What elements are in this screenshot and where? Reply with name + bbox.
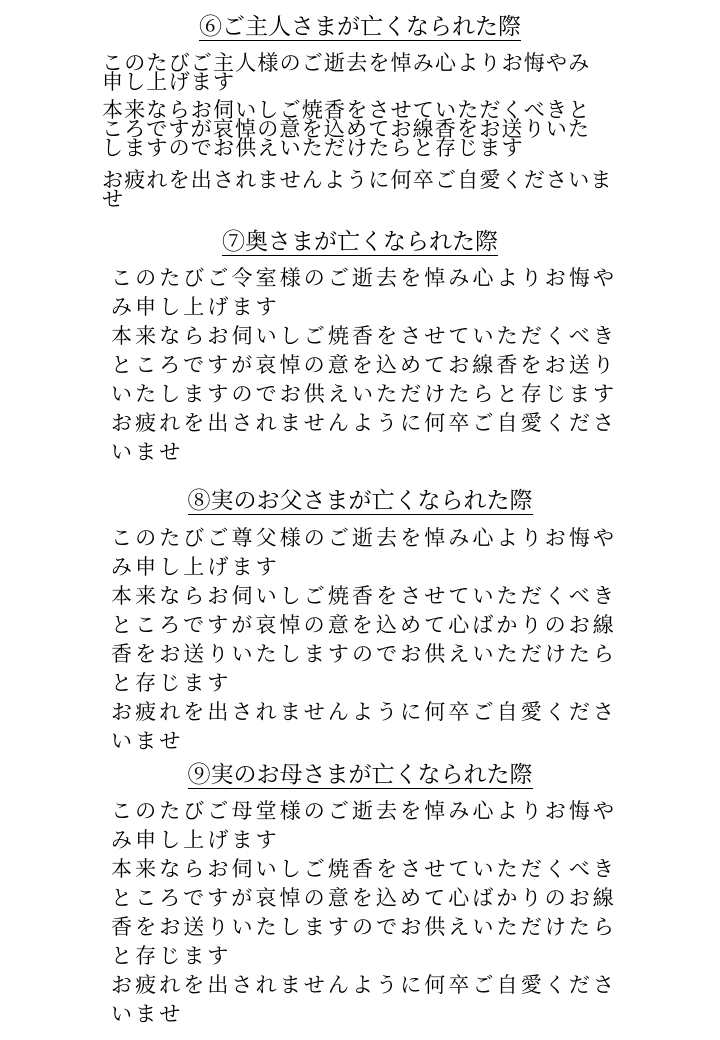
text-line: ところですが哀悼の意を込めて心ばかりのお線 [111,886,617,910]
heading-text: ⑧実のお父さまが亡くなられた際 [187,488,533,514]
text-line: と存じます [111,944,232,968]
text-line: いませ [111,729,184,753]
text-line: 本来ならお伺いしご焼香をさせていただくべき [111,324,618,348]
heading-text: ⑥ご主人さまが亡くなられた際 [199,14,521,40]
condolence-paragraph [111,855,617,971]
condolence-paragraph [111,582,617,698]
section-heading [0,486,720,516]
text-line: しますのでお供えいただけたらと存じます [102,136,524,160]
condolence-paragraph [111,409,617,467]
text-line: ころですが哀悼の意を込めてお線香をお送りいた [102,117,591,141]
text-line: いませ [111,1002,184,1026]
text-line: み申し上げます [111,555,280,579]
condolence-paragraph [111,698,617,756]
text-line: お疲れを出されませんように何卒ご自愛くださいま [102,168,613,192]
text-line: いませ [111,440,184,464]
text-line: このたびご主人様のご逝去を悼み心よりお悔やみ [102,51,591,75]
text-line: お疲れを出されませんように何卒ご自愛くださ [111,973,618,997]
text-line: このたびご尊父様のご逝去を悼み心よりお悔や [111,526,618,550]
text-line: み申し上げます [111,828,280,852]
text-line: 本来ならお伺いしご焼香をさせていただくべき [111,857,618,881]
text-line: このたびご令室様のご逝去を悼み心よりお悔や [111,266,618,290]
text-line: 本来ならお伺いしご焼香をさせていただくべきと [102,98,591,122]
text-line: 香をお送りいたしますのでお供えいただけたら [111,642,618,666]
text-line: 本来ならお伺いしご焼香をさせていただくべき [111,584,618,608]
text-line: ところですが哀悼の意を込めてお線香をお送り [111,353,617,377]
text-line: と存じます [111,671,232,695]
section-heading [0,227,720,257]
condolence-paragraph [111,524,617,582]
condolence-paragraph [111,264,617,322]
text-line: み申し上げます [111,295,280,319]
text-line: このたびご母堂様のご逝去を悼み心よりお悔や [111,799,618,823]
text-line: お疲れを出されませんように何卒ご自愛くださ [111,700,618,724]
condolence-paragraph [102,51,591,94]
heading-text: ⑨実のお母さまが亡くなられた際 [187,762,533,788]
section-heading [0,12,720,42]
text-line: 香をお送りいたしますのでお供えいただけたら [111,915,618,939]
condolence-paragraph [111,971,617,1029]
text-line: ところですが哀悼の意を込めて心ばかりのお線 [111,613,617,637]
condolence-paragraph [111,322,617,409]
text-line: いたしますのでお供えいただけたらと存じます [111,382,618,406]
heading-text: ⑦奥さまが亡くなられた際 [222,229,498,255]
condolence-paragraph [102,98,591,160]
condolence-paragraph [111,797,617,855]
condolence-paragraph [102,168,613,211]
section-heading [0,760,720,790]
text-line: せ [102,187,125,211]
text-line: 申し上げます [102,70,236,94]
text-line: お疲れを出されませんように何卒ご自愛くださ [111,411,618,435]
